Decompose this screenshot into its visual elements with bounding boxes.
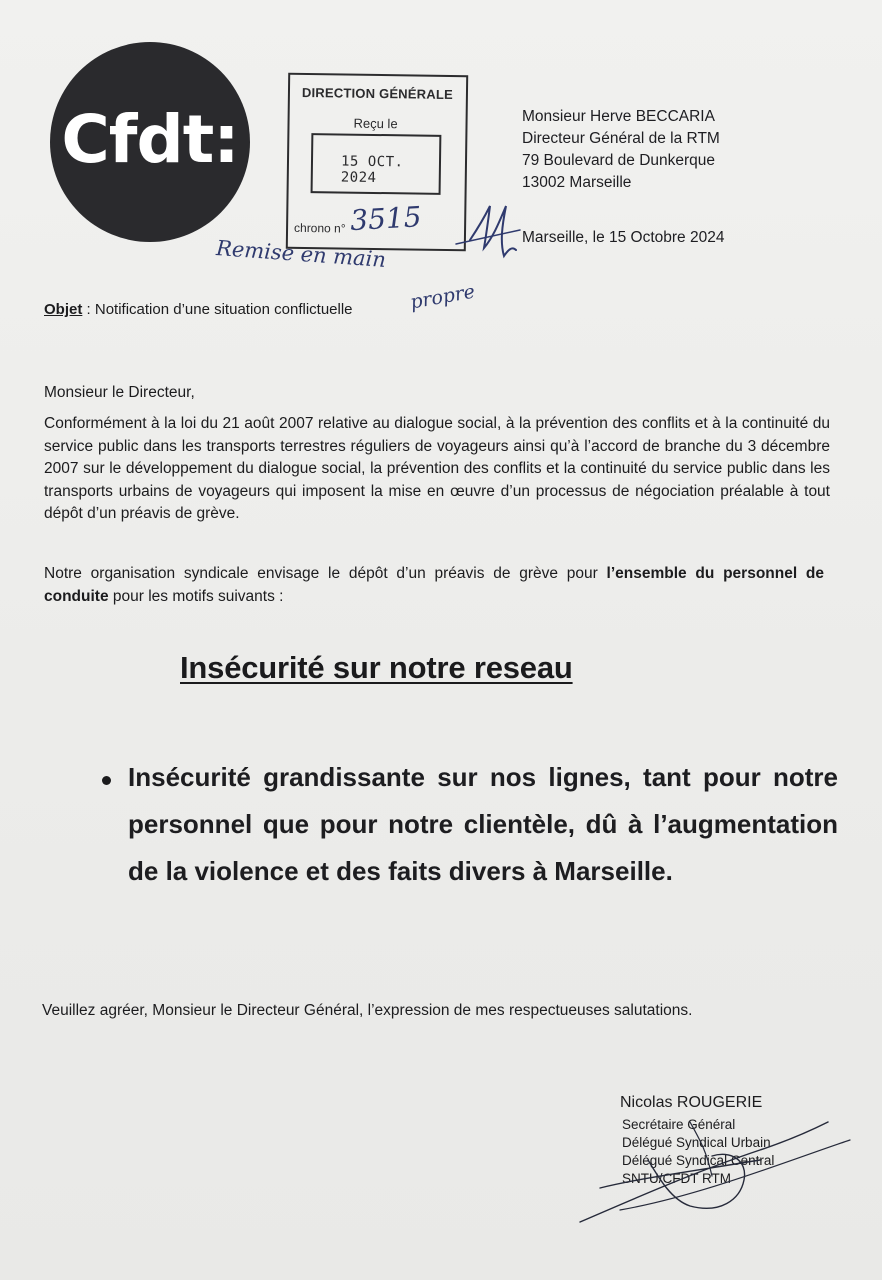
paragraph2-end: pour les motifs suivants : <box>108 587 284 605</box>
stamp-chrono-number: 3515 <box>349 200 423 238</box>
place-date: Marseille, le 15 Octobre 2024 <box>522 229 725 246</box>
section-heading: Insécurité sur notre reseau <box>180 650 573 685</box>
subject-text: Notification d’une situation conflictuelle <box>94 301 353 318</box>
signatory-title: SNTU/CFDT RTM <box>622 1171 731 1186</box>
signatory-title: Délégué Syndical Central <box>622 1153 775 1168</box>
subject-separator: : <box>82 301 95 318</box>
body-paragraph-1: Conformément à la loi du 21 août 2007 relative au dialogue social, à la prévention des conflits et à la continuité du service public dans les transports terrestres réguliers de voyageurs ainsi qu’à l’accord de branche du 3 décembre 2007 sur le développement du dialogue social, la prévention des conflits et la continuité du service public dans les transports urbains de voyageurs qui imposent la mise en œuvre d’un processus de négociation préalable à tout dépôt d’un préavis de grève. <box>44 415 830 522</box>
stamp-date-box <box>311 133 442 195</box>
recipient-line: 13002 Marseille <box>522 174 632 191</box>
recipient-line: Monsieur Herve BECCARIA <box>522 108 715 125</box>
signatory-name: Nicolas ROUGERIE <box>620 1094 763 1111</box>
subject-label: Objet <box>44 301 83 318</box>
bullet-icon <box>102 776 111 785</box>
stamp-received-label: Reçu le <box>353 115 398 132</box>
stamp-chrono-label: chrono n° <box>293 220 346 236</box>
body-paragraph-2 <box>44 563 824 608</box>
signatory-title: Délégué Syndical Urbain <box>622 1135 771 1150</box>
stamp-title: DIRECTION GÉNÉRALE <box>301 84 454 103</box>
paragraph2-start: Notre organisation syndicale envisage le dépôt d’un préavis de grève pour <box>44 565 607 582</box>
stamp-date: 15 OCT. 2024 <box>340 153 404 186</box>
reception-stamp <box>286 73 468 251</box>
recipient-line: 79 Boulevard de Dunkerque <box>522 152 716 169</box>
bullet-item: Insécurité grandissante sur nos lignes, tant pour notre personnel que pour notre clientèle, dû à l’augmentation de la violence et des faits divers à Marseille. <box>128 762 838 886</box>
recipient-address <box>522 106 720 194</box>
subject-line <box>44 301 353 318</box>
closing-formula: Veuillez agréer, Monsieur le Directeur Général, l’expression de mes respectueuses salutations. <box>42 1002 693 1019</box>
initials-signature <box>470 206 516 256</box>
recipient-line: Directeur Général de la RTM <box>522 130 720 147</box>
logo-text: Cfdt: <box>61 100 239 178</box>
salutation: Monsieur le Directeur, <box>44 384 195 401</box>
signatory-titles <box>622 1116 774 1188</box>
handwritten-note-line1: Remise en main <box>215 236 387 272</box>
cfdt-logo <box>50 42 250 242</box>
paragraph2-bold: l’ensemble du personnel de conduite <box>44 565 825 605</box>
handwritten-note-line2: propre <box>408 280 477 314</box>
signatory-title: Secrétaire Général <box>622 1117 736 1132</box>
